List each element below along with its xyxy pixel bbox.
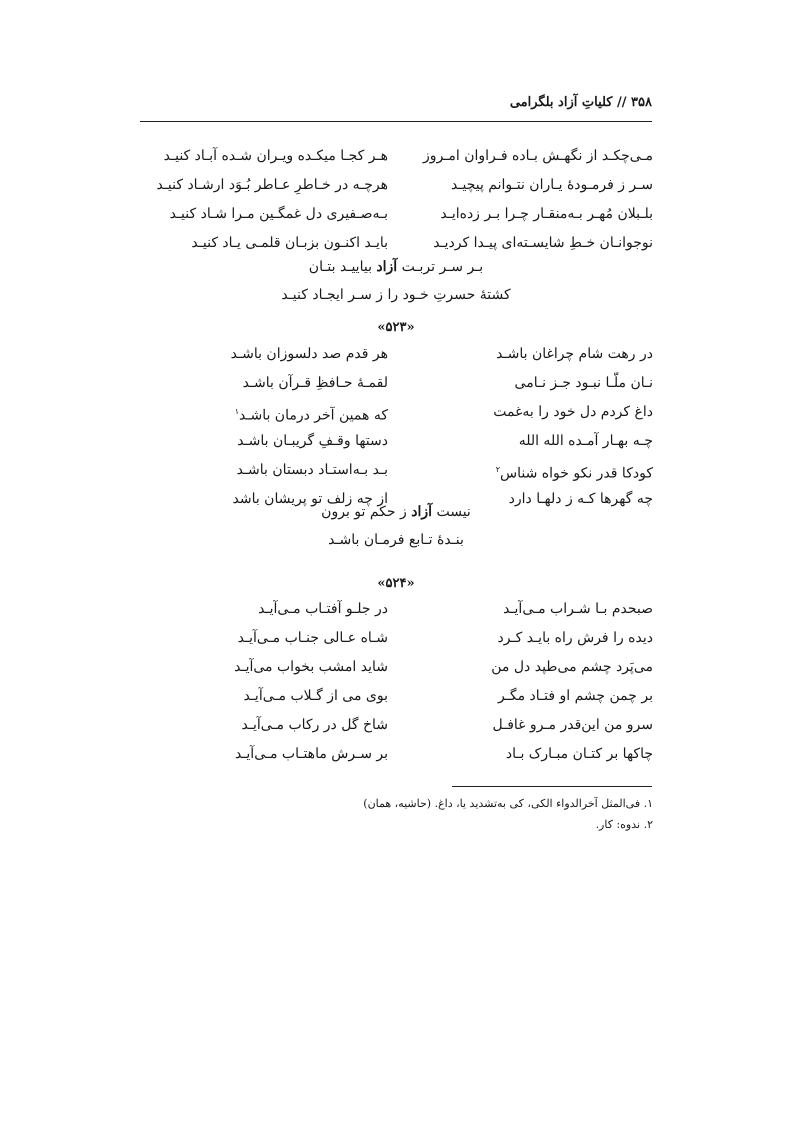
header-rule (140, 121, 652, 122)
footnote-marker: ۲ (495, 465, 501, 474)
verse-first-hemistich: نـان ملّـا نبـود جـز نـامی (514, 375, 653, 391)
verse-second-hemistich: از چه زلف تو پریشان باشد (232, 491, 388, 507)
verse-second-hemistich: لقمـهٔ حـافظِ قـرآن باشـد (242, 375, 388, 391)
verse-first-hemistich: چاکها بر کتـان مبـارک بـاد (505, 746, 653, 762)
footnote-1: ۱. فی‌المثل آخرالدواء الکی، کی به‌تشدید یا، داغ. (حاشیه، همان) (363, 797, 653, 810)
verse-first-hemistich: می‌پَرد چشم می‌طپد دل من (491, 659, 653, 675)
verse-second-hemistich: بایـد اکنـون بزبـان قلمـی یـاد کنیـد (191, 235, 388, 251)
verse-second-hemistich: شـاه عـالی جنـاب مـی‌آیـد (237, 630, 388, 646)
closing-text: بیاییـد بتـان (308, 259, 377, 275)
closing-text: ز حکم تو برون (321, 504, 412, 520)
footnote-marker: ۱ (234, 407, 240, 416)
closing-text: نیست (432, 504, 471, 520)
closing-text: کشتهٔ حسرتِ خـود را ز سـر ایجـاد کنیـد (281, 287, 511, 303)
verse-second-hemistich: دستها وقـفِ گریبـان باشـد (237, 433, 388, 449)
verse-second-hemistich: بـه‌صـفیری دل غمگـین مـرا شـاد کنیـد (169, 206, 388, 222)
verse-second-hemistich: شاید امشب بخواب می‌آیـد (234, 659, 388, 675)
closing-verse (140, 502, 652, 522)
poem-number: «۵۲۴» (377, 576, 415, 591)
verse-first-hemistich: سـر ز فرمـودهٔ یـاران نتـوانم پیچیـد (451, 177, 653, 193)
footnote-2: ۲. ندوه: کار. (595, 818, 653, 831)
verse-first-hemistich: در رهت شام چراغان باشـد (496, 346, 653, 362)
closing-text: بنـدهٔ تـابع فرمـان باشـد (328, 532, 464, 548)
footnote-rule (452, 786, 652, 787)
poet-name: آزاد (376, 259, 398, 275)
verse-first-hemistich: نوجوانـان خـطِ شایسـته‌ای پیـدا کردیـد (433, 235, 653, 251)
verse-second-hemistich: هر قدم صد دلسوزان باشـد (230, 346, 388, 362)
running-header: ۳۵۸ // کلیاتِ آزاد بلگرامی (509, 95, 652, 110)
verse-second-hemistich: شاخ گل در رکاب مـی‌آیـد (241, 717, 388, 733)
verse-second-hemistich: بـد بـه‌استـاد دبستان باشـد (236, 462, 388, 478)
poet-name: آزاد (411, 504, 433, 520)
verse-second-hemistich: که همین آخر درمان باشـد$^۱$ (234, 407, 388, 424)
closing-text: بـر سـر تربـت (397, 259, 484, 275)
verse-first-hemistich: کودکا قدر نکو خواه شناس$^۲$ (495, 465, 653, 482)
closing-verse (140, 257, 652, 277)
verse-second-hemistich: هـر کجـا میکـده ویـران شـده آبـاد کنیـد (163, 148, 388, 164)
closing-verse (140, 530, 652, 550)
poem-number: «۵۲۳» (377, 320, 415, 335)
verse-first-hemistich: مـی‌چکـد از نگهـش بـاده فـراوان امـروز (423, 148, 653, 164)
verse-first-hemistich: بر چمن چشم او فتـاد مگـر (498, 688, 653, 704)
verse-first-hemistich: داغ کردم دل خود را به‌غمت (493, 404, 653, 420)
closing-verse (140, 285, 652, 305)
verse-first-hemistich: سرو من این‌قدر مـرو غافـل (492, 717, 653, 733)
verse-second-hemistich: بر سـرش ماهتـاب مـی‌آیـد (234, 746, 388, 762)
verse-first-hemistich: صبحدم بـا شـراب مـی‌آیـد (503, 601, 653, 617)
verse-first-hemistich: بلـبلان مُهـر بـه‌منقـار چـرا بـر زده‌ایـد (440, 206, 653, 222)
verse-second-hemistich: هرچـه در خـاطرِ عـاطر بُـوَد ارشـاد کنیـد (156, 177, 388, 193)
verse-second-hemistich: در جلـو آفتـاب مـی‌آیـد (258, 601, 388, 617)
verse-second-hemistich: بوی می از گـلاب مـی‌آیـد (243, 688, 388, 704)
verse-first-hemistich: دیده را فرش راه بایـد کـرد (497, 630, 653, 646)
verse-first-hemistich: چـه بهـار آمـده الله الله (518, 433, 653, 449)
verse-first-hemistich: چه گهرها کـه ز دلهـا دارد (508, 491, 653, 507)
